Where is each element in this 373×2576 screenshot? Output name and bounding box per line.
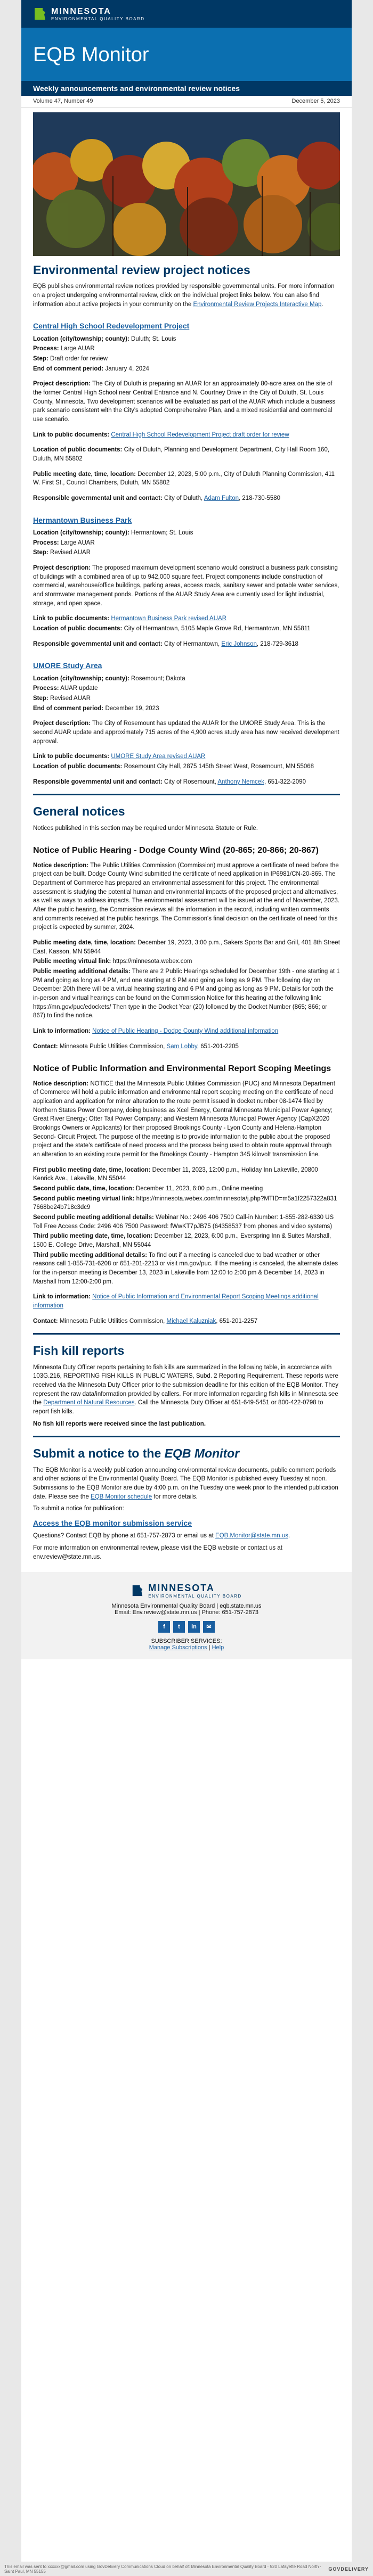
- project-title-link[interactable]: UMORE Study Area: [33, 661, 102, 670]
- field-label: First public meeting date, time, location:: [33, 1166, 151, 1173]
- subscriber-services: SUBSCRIBER SERVICES:: [151, 1638, 222, 1645]
- public-documents-link[interactable]: UMORE Study Area revised AUAR: [111, 753, 206, 760]
- field-label: Link to information:: [33, 1294, 91, 1301]
- field-label: Notice description:: [33, 862, 89, 869]
- header-logo-bar: [21, 0, 352, 28]
- contact-phone: , 651-201-2205: [197, 1043, 239, 1050]
- notice-additional-details: [33, 967, 340, 1020]
- contact-email-link[interactable]: Anthony Nemcek: [217, 778, 264, 785]
- submission-service-link[interactable]: Access the EQB monitor submission service: [33, 1519, 192, 1528]
- minnesota-logo-icon: [131, 1584, 144, 1597]
- newsletter-subtitle: Weekly announcements and environmental review notices: [21, 81, 352, 96]
- project-docs-link-row: [33, 431, 340, 440]
- questions-text-end: .: [288, 1533, 290, 1540]
- field-label: Location (city/township; county):: [33, 335, 129, 342]
- section-divider: [33, 794, 340, 795]
- minnesota-logo-icon: [33, 7, 47, 21]
- project-process: [33, 684, 340, 693]
- linkedin-icon[interactable]: in: [188, 1621, 200, 1633]
- questions-paragraph: [33, 1532, 340, 1541]
- field-value: January 4, 2024: [105, 365, 149, 372]
- social-links: [21, 1621, 352, 1633]
- field-value: December 12, 2023, 5:00 p.m., City of Duluth Planning Commission, 411 W. First St., Council Chambers, Duluth, MN 55802: [33, 471, 335, 487]
- field-label: Location (city/township; county):: [33, 530, 129, 537]
- submit-heading-em: EQB Monitor: [164, 1446, 240, 1461]
- project-notice: [33, 320, 340, 503]
- delivery-notice: This email was sent to xxxxxx@gmail.com using GovDelivery Communications Cloud on behalf of: Minnesota Environmental Quality Board · 520 Lafayette Road North · Saint Paul, MN 55155: [4, 2564, 322, 2574]
- delivery-footer: [0, 2562, 373, 2576]
- field-label: Link to public documents:: [33, 753, 110, 760]
- field-label: Location (city/township; county):: [33, 675, 129, 682]
- project-contact: [33, 640, 340, 649]
- field-value: Minnesota Public Utilities Commission,: [59, 1318, 165, 1324]
- contact-email-link[interactable]: Sam Lobby: [166, 1043, 197, 1050]
- submit-instruction: To submit a notice for publication:: [33, 1505, 124, 1512]
- help-link[interactable]: Help: [212, 1644, 224, 1651]
- notice-description: [33, 1080, 340, 1159]
- notice-contact: [33, 1042, 340, 1051]
- project-comment-end: [33, 704, 340, 713]
- footer-line1: Minnesota Environmental Quality Board | eqb.state.mn.us: [111, 1603, 262, 1610]
- twitter-icon[interactable]: t: [173, 1621, 185, 1633]
- project-location: [33, 674, 340, 684]
- field-value: Minnesota Public Utilities Commission,: [59, 1043, 165, 1050]
- section-heading-projects: Environmental review project notices: [33, 263, 250, 277]
- project-step: [33, 694, 340, 703]
- project-notice: [33, 515, 340, 649]
- logo-main: MINNESOTA: [51, 6, 111, 16]
- field-label: Location of public documents:: [33, 447, 123, 454]
- fish-none: [33, 1420, 340, 1429]
- project-location: [33, 335, 340, 344]
- general-intro: Notices published in this section may be required under Minnesota Statute or Rule.: [33, 825, 258, 832]
- field-value: Rosemount City Hall, 2875 145th Street West, Rosemount, MN 55068: [124, 763, 314, 770]
- contact-email-link[interactable]: Michael Kaluzniak: [166, 1318, 216, 1324]
- contact-phone: , 651-201-2257: [216, 1318, 258, 1324]
- field-value: The proposed maximum development scenario would construct a business park consisting of buildings with a combined area of up to 942,000 square feet. Project components include construction of commercial, warehouse/office buildings, parking areas, access roads, sanitary sewer and potable water services, and stormwater management ponds. Portions of the AUAR Study Area are currently used for light industrial, storage, and open space.: [33, 565, 339, 607]
- field-label: Responsible governmental unit and contact:: [33, 640, 163, 647]
- contact-phone: , 651-322-2090: [264, 778, 306, 785]
- main-content: [21, 261, 352, 1561]
- field-label: Project description:: [33, 720, 91, 727]
- questions-text: Questions? Contact EQB by phone at 651-757-2873 or email us at: [33, 1533, 214, 1540]
- field-label: Link to public documents:: [33, 431, 110, 438]
- field-value: December 11, 2023, 12:00 p.m., Holiday Inn Lakeville, 20800 Kenrick Ave., Lakeville, MN 55044: [33, 1166, 318, 1182]
- public-documents-link[interactable]: Hermantown Business Park revised AUAR: [111, 615, 226, 622]
- public-documents-link[interactable]: Central High School Redevelopment Project draft order for review: [111, 431, 289, 438]
- autumn-forest-photo: [33, 112, 340, 256]
- field-value: December 12, 2023, 6:00 p.m., Everspring Inn & Suites Marshall, 1500 E. College Drive, Marshall, MN 55044: [33, 1233, 331, 1249]
- field-label: Step:: [33, 549, 48, 556]
- newsletter: [21, 0, 352, 2566]
- project-title-link[interactable]: Central High School Redevelopment Project: [33, 322, 190, 331]
- field-value: December 11, 2023, 6:00 p.m., Online meeting: [135, 1185, 263, 1192]
- field-value: Large AUAR: [60, 345, 95, 352]
- notice-first-meeting: [33, 1166, 340, 1183]
- field-label: Responsible governmental unit and contact:: [33, 495, 163, 502]
- notice-info-link[interactable]: Notice of Public Hearing - Dodge County Wind additional information: [92, 1028, 279, 1035]
- field-label: Contact:: [33, 1043, 58, 1050]
- field-value: There are 2 Public Hearings scheduled for December 19th - one starting at 1 PM and going as long as 4 PM, and one starting at 6 PM and going as long as 9 PM. The following day on December 20th there will be a virtual hearing starting and 6 PM and going as long as 9 PM. Details for both the in-person and virtual hearings can be found on the Commission Notice for this hearing at the following link: https://mn.gov/puc/edockets/ Then type in the Docket Year (20) followed by the Docket Number (865; 866; or 867) to find the notice.: [33, 968, 340, 1019]
- govdelivery-logo: GOVDELIVERY: [328, 2566, 369, 2572]
- field-value: City of Duluth, Planning and Development Department, City Hall Room 160, Duluth, MN 55802: [33, 447, 330, 463]
- field-label: Second public meeting additional details:: [33, 1214, 154, 1221]
- submit-heading-text: Submit a notice to the: [33, 1446, 165, 1461]
- monitor-email-link[interactable]: EQB.Monitor@state.mn.us: [215, 1533, 288, 1540]
- field-label: End of comment period:: [33, 705, 104, 712]
- field-label: Third public meeting date, time, location:: [33, 1233, 153, 1240]
- notice-description: [33, 861, 340, 932]
- logo-text: [51, 7, 145, 21]
- notice-info-link[interactable]: Notice of Public Information and Environmental Report Scoping Meetings additional information: [33, 1294, 319, 1310]
- issue-row: [21, 96, 352, 108]
- field-value: AUAR update: [60, 685, 98, 692]
- field-label: Responsible governmental unit and contact:: [33, 778, 163, 785]
- contact-phone: , 218-730-5580: [239, 495, 281, 502]
- field-value: Revised AUAR: [50, 549, 91, 556]
- section-divider: [33, 1333, 340, 1335]
- notice-third-details: [33, 1251, 340, 1287]
- intro-paragraph: [33, 282, 340, 309]
- field-label: Link to information:: [33, 1028, 91, 1035]
- section-divider: [33, 1436, 340, 1437]
- newsletter-title: EQB Monitor: [33, 44, 149, 66]
- field-value: To find out if a meeting is canceled due to bad weather or other reasons call 1-855-731-6208 or 651-201-2213 or visit mn.gov/puc. If the meeting is canceled, the alternate dates for the in-person meeting is December 13, 2023 in Lakeville from 12:00 to 2:00 pm & December 14, 2023 in Marshall from 12:00-2:00 pm.: [33, 1252, 338, 1285]
- notice-title: Notice of Public Hearing - Dodge County Wind (20-865; 20-866; 20-867): [33, 846, 319, 855]
- field-label: Public meeting date, time, location:: [33, 940, 136, 947]
- notice-title: Notice of Public Information and Environmental Report Scoping Meetings: [33, 1064, 331, 1074]
- project-title-link[interactable]: Hermantown Business Park: [33, 515, 132, 524]
- fish-text: Minnesota Duty Officer reports pertaining to fish kills are summarized in the following table, in accordance with 103G.216, REPORTING FISH KILLS IN PUBLIC WATERS, Subd. 2 Reporting Requirement. These reports were received via the Minnesota Duty Officer prior to the submission deadline for this edition of the EQB Monitor. They represent the raw data/information provided by callers. For more information regarding fish kills in Minnesota see the: [33, 1364, 338, 1406]
- footer: [21, 1572, 352, 1659]
- logo-sub: ENVIRONMENTAL QUALITY BOARD: [51, 16, 145, 21]
- email-icon[interactable]: ✉: [203, 1621, 215, 1633]
- more-info-paragraph: For more information on environmental review, please visit the EQB website or contact us at env.review@state.mn.us.: [33, 1545, 282, 1560]
- submit-text: The EQB Monitor is a weekly publication announcing environmental review documents, public comment periods and other actions of the Environmental Quality Board. The EQB Monitor is published every Tuesday at noon. Submissions to the EQB Monitor are due by 4:00 p.m. on the Tuesday one week prior to the intended publication date. Please see the: [33, 1467, 338, 1500]
- contact-email-link[interactable]: Adam Fulton: [204, 495, 239, 502]
- field-label: Public meeting date, time, location:: [33, 471, 136, 478]
- submit-paragraph: [33, 1466, 340, 1502]
- field-value: Revised AUAR: [50, 695, 91, 702]
- general-notice: [33, 844, 340, 1051]
- footer-logo-sub: ENVIRONMENTAL QUALITY BOARD: [148, 1594, 242, 1599]
- field-label: Project description:: [33, 381, 91, 388]
- contact-phone: , 218-729-3618: [256, 640, 298, 647]
- project-process: [33, 539, 340, 548]
- project-contact: [33, 778, 340, 787]
- contact-email-link[interactable]: Eric Johnson: [221, 640, 257, 647]
- field-value: NOTICE that the Minnesota Public Utilities Commission (PUC) and Minnesota Department of Commerce will hold a public information and environmental report scoping meeting on the certificate of need application and application for minor alteration to the route permit issued in docket number 08-1474 filed by Northern States Power Company, doing business as Xcel Energy, Central Minnesota Municipal Power Agency; Great River Energy; Otter Tail Power Company; and Western Minnesota Municipal Power Agency (CapX2020 Brookings Owners or Applicants) for their proposed Brookings County - Lyon County and Helena-Hampton Second- Circuit Project. The purpose of the meeting is to provide information to the public about the proposed project and the state's certificate of need process and the process being used to obtain route approval through an alteration to an existing route permit for the Brookings County - Hampton 345 kilovolt transmission line.: [33, 1080, 335, 1158]
- general-notice: [33, 1063, 340, 1326]
- field-value: Draft order for review: [50, 356, 108, 362]
- field-value: City of Hermantown, 5105 Maple Grove Rd, Hermantown, MN 55811: [124, 626, 311, 632]
- project-docs-location: [33, 762, 340, 771]
- field-value: The City of Rosemount has updated the AUAR for the UMORE Study Area. This is the second AUAR update and approximately 715 acres of the 4,900 acres study area has now received development approval.: [33, 720, 339, 745]
- notice-second-virtual: [33, 1195, 340, 1212]
- field-label: Location of public documents:: [33, 763, 123, 770]
- field-value: Duluth; St. Louis: [131, 335, 176, 342]
- project-description: [33, 564, 340, 608]
- section-heading-general: General notices: [33, 804, 125, 819]
- project-description: [33, 719, 340, 746]
- field-value: December 19, 2023: [105, 705, 159, 712]
- field-value: Rosemount; Dakota: [131, 675, 185, 682]
- notice-info-link-row: [33, 1027, 340, 1036]
- project-docs-location: [33, 624, 340, 633]
- intro-text-end: .: [321, 301, 323, 308]
- fish-paragraph: [33, 1363, 340, 1417]
- footer-logo-text: [148, 1583, 242, 1599]
- footer-logo-main: MINNESOTA: [148, 1583, 215, 1594]
- notice-contact: [33, 1317, 340, 1326]
- project-comment-end: [33, 365, 340, 374]
- field-value: City of Hermantown,: [164, 640, 220, 647]
- notice-virtual-link: [33, 957, 340, 966]
- project-docs-location: [33, 446, 340, 463]
- field-label: Contact:: [33, 1318, 58, 1324]
- project-docs-link-row: [33, 752, 340, 761]
- footer-logo: [21, 1583, 352, 1599]
- field-value: Webinar No.: 2496 406 7500 Call-in Number: 1-855-282-6330 US Toll Free Access Code: 2496 406 7500 Password: fWwKT7pJB75 (64358537 from phones and video systems): [33, 1214, 334, 1230]
- field-value: The Public Utilities Commission (Commission) must approve a certificate of need before the project can be built. Dodge County Wind submitted the certificate of need application in IP6981/CN-20-865. The Department of Commerce has prepared an environmental assessment for this project. The environmental assessment is studying the potential human and environmental impacts of the proposed project and alternatives, as well as ways to address impacts. The environmental assessment will be issued at the end of November, 2023. After the public hearing, the Commission reviews all the information in the record, including written comments and comments received at the public hearings. The Commission's final decision on the certificate of need for this project is expected by summer, 2024.: [33, 862, 340, 931]
- intro-text: EQB publishes environmental review notices provided by responsible governmental units. For more information on a project undergoing environmental review, click on the individual project links below. You can also find information about active projects in your community on the: [33, 283, 335, 308]
- field-label: Process:: [33, 685, 59, 692]
- manage-subscriptions-link[interactable]: Manage Subscriptions: [149, 1644, 207, 1651]
- field-label: Notice description:: [33, 1080, 89, 1087]
- field-value: Large AUAR: [60, 539, 95, 546]
- project-step: [33, 355, 340, 364]
- project-docs-link-row: [33, 614, 340, 623]
- project-meeting: [33, 470, 340, 488]
- field-label: Process:: [33, 345, 59, 352]
- field-value: City of Rosemount,: [164, 778, 216, 785]
- field-label: Second public date, time, location:: [33, 1185, 134, 1192]
- field-label: Third public meeting additional details:: [33, 1252, 148, 1258]
- notice-meeting: [33, 939, 340, 956]
- dnr-link[interactable]: Department of Natural Resources: [43, 1400, 135, 1406]
- fish-none-text: No fish kill reports were received since the last publication.: [33, 1420, 206, 1427]
- field-label: Link to public documents:: [33, 615, 110, 622]
- section-heading-submit: [33, 1445, 340, 1462]
- field-value: Hermantown; St. Louis: [131, 530, 193, 537]
- fish-text-end: . Call the Minnesota Duty Officer at 651-649-5451 or 800-422-0798 to report fish kills.: [33, 1400, 323, 1415]
- project-contact: [33, 494, 340, 503]
- project-description: [33, 380, 340, 424]
- subscription-links: Manage Subscriptions | Help: [149, 1644, 224, 1651]
- issue-date: December 5, 2023: [291, 98, 340, 104]
- field-label: Second public meeting virtual link:: [33, 1195, 135, 1202]
- volume-number: Volume 47, Number 49: [33, 98, 93, 104]
- field-value: City of Duluth,: [164, 495, 203, 502]
- project-location: [33, 529, 340, 538]
- field-label: Step:: [33, 695, 48, 702]
- section-heading-fish: Fish kill reports: [33, 1344, 125, 1358]
- field-value: https://minnesota.webex.com/minnesota/j.php?MTID=m5a1f2257322a8317668be24b718c3dc9: [33, 1195, 337, 1211]
- field-label: Process:: [33, 539, 59, 546]
- interactive-map-link[interactable]: Environmental Review Projects Interactive Map: [193, 301, 322, 308]
- facebook-icon[interactable]: f: [158, 1621, 170, 1633]
- project-notice: [33, 660, 340, 786]
- field-value: December 19, 2023, 3:00 p.m., Sakers Sports Bar and Grill, 401 8th Street East, Kasson, MN 55944: [33, 940, 340, 955]
- notice-second-details: [33, 1213, 340, 1231]
- project-step: [33, 548, 340, 557]
- notice-second-meeting: [33, 1184, 340, 1194]
- field-label: Project description:: [33, 565, 91, 572]
- field-label: Public meeting additional details:: [33, 968, 131, 975]
- field-value: https://minnesota.webex.com: [112, 958, 192, 965]
- field-label: Location of public documents:: [33, 626, 123, 632]
- notice-third-meeting: [33, 1232, 340, 1249]
- field-label: End of comment period:: [33, 365, 104, 372]
- footer-line2: Email: Env.review@state.mn.us | Phone: 651-757-2873: [114, 1609, 258, 1616]
- submit-text-end: for more details.: [152, 1493, 198, 1500]
- project-process: [33, 344, 340, 353]
- schedule-link[interactable]: EQB Monitor schedule: [91, 1493, 152, 1500]
- field-label: Step:: [33, 356, 48, 362]
- field-label: Public meeting virtual link:: [33, 958, 111, 965]
- hero-banner: [21, 28, 352, 81]
- notice-info-link-row: [33, 1293, 340, 1310]
- forest-image: [33, 112, 340, 256]
- field-value: The City of Duluth is preparing an AUAR for an approximately 80-acre area on the site of the former Central High School near Central Entrance and N. Courtney Drive in the City of Duluth, St. Louis County, Minnesota. Two development scenarios will be evaluated as part of the AUAR which include a business park scenario consistent with the City's adopted Comprehensive Plan, and a mixed residential and commercial use scenario.: [33, 381, 336, 423]
